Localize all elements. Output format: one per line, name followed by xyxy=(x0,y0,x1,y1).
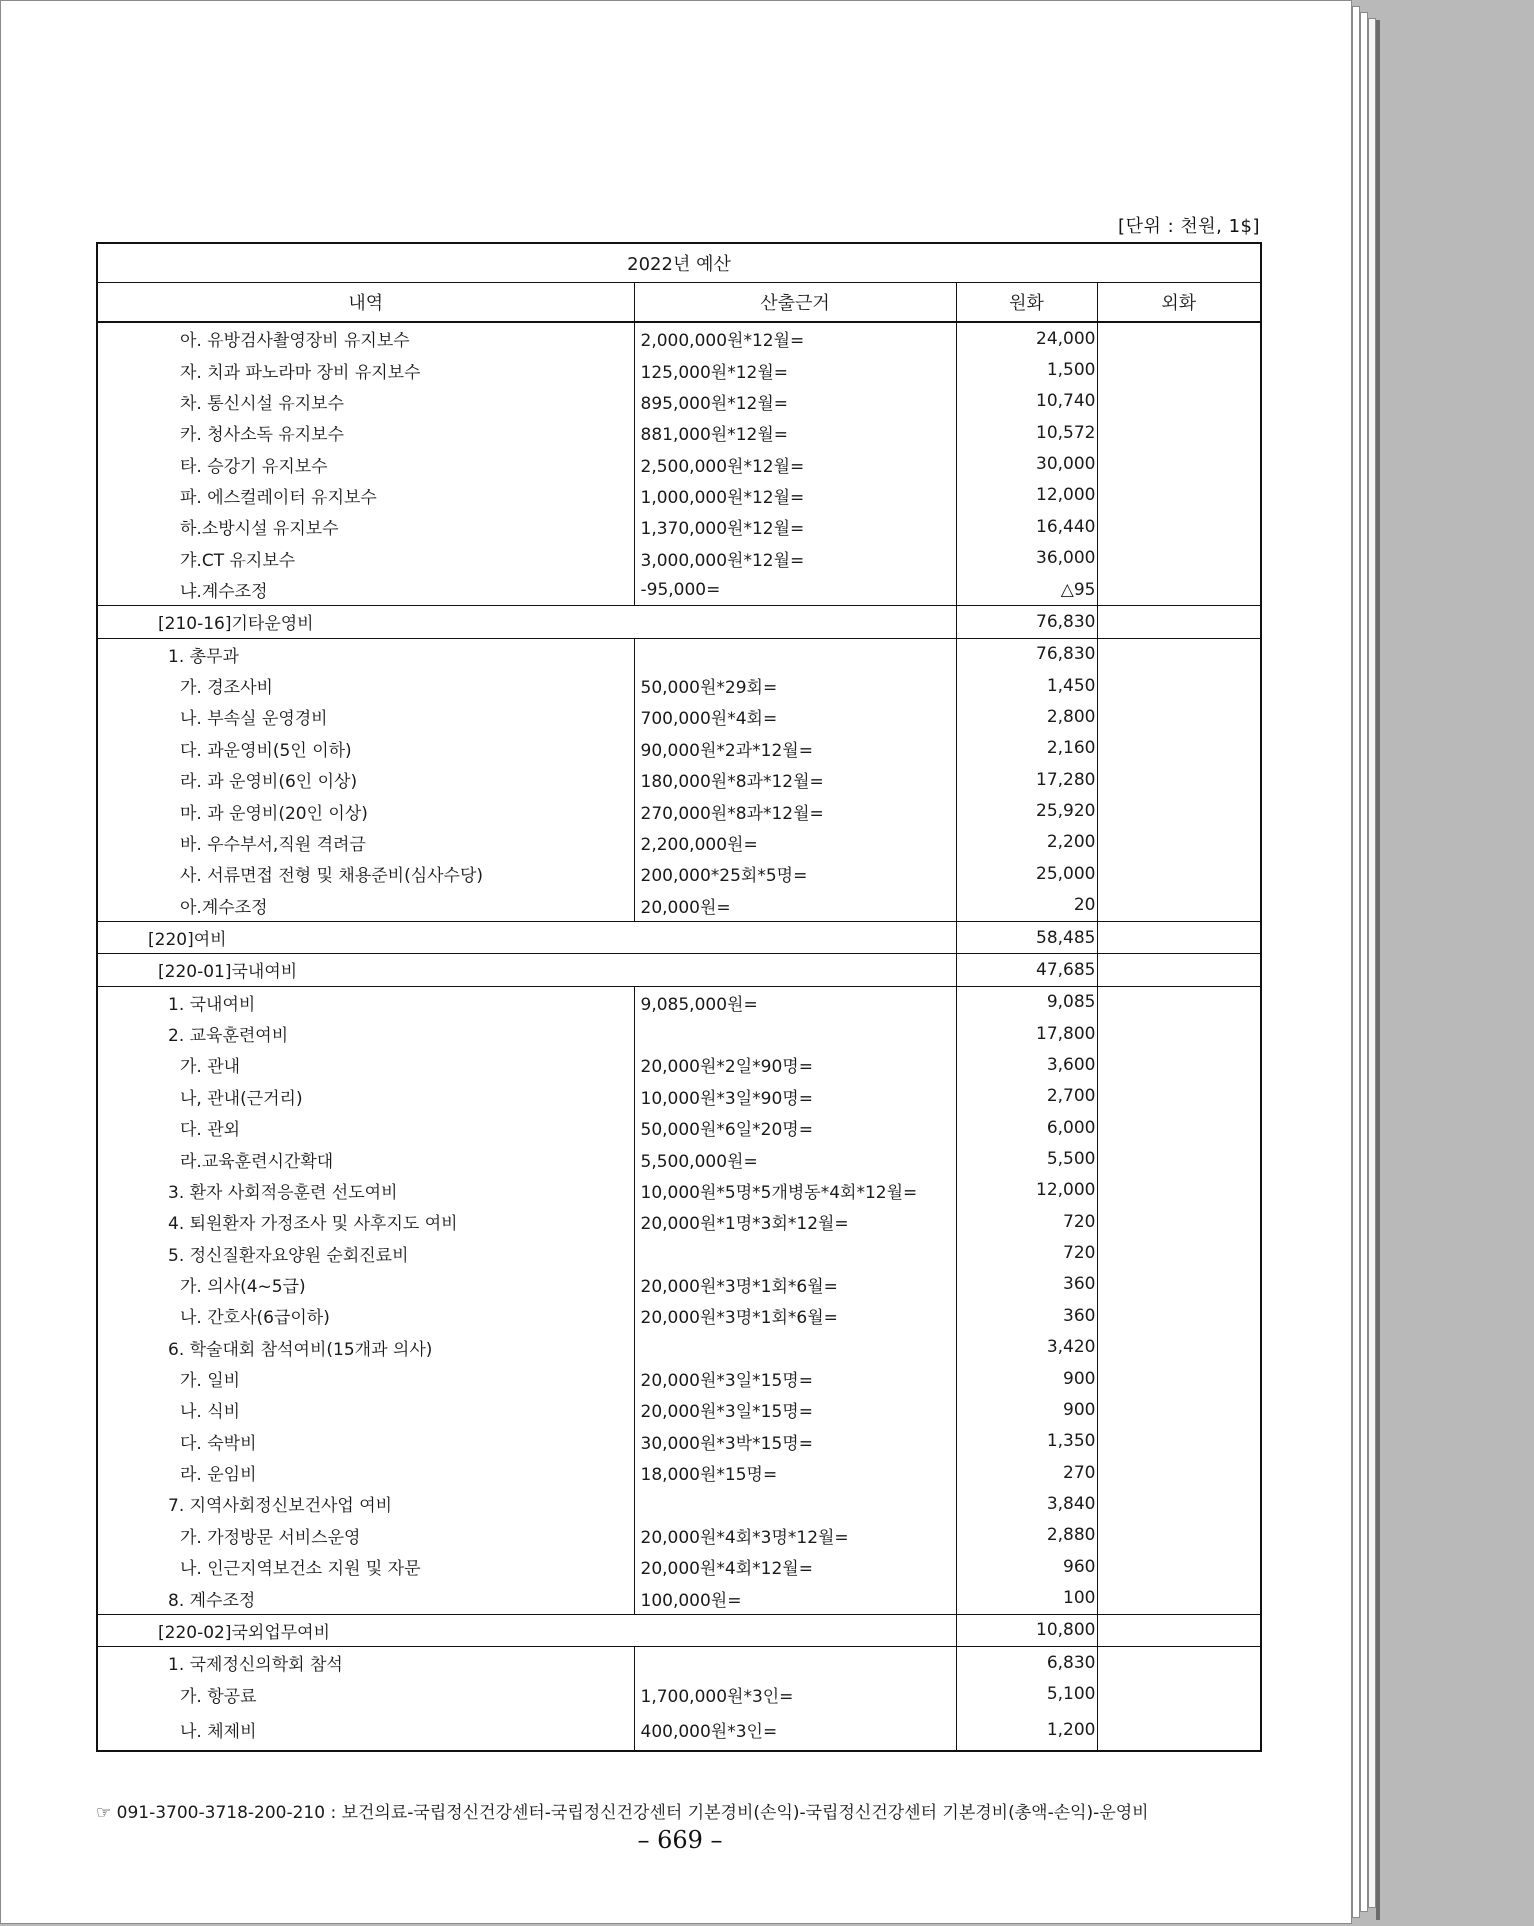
table-row xyxy=(97,764,1261,795)
row-label: [220-01]국내여비 xyxy=(97,954,956,986)
row-label: 갸.CT 유지보수 xyxy=(97,543,634,574)
row-krw-amount: 3,600 xyxy=(956,1049,1097,1080)
table-row xyxy=(97,1678,1261,1709)
row-basis: -95,000= xyxy=(634,574,956,606)
row-label: 차. 통신시설 유지보수 xyxy=(97,386,634,417)
row-basis: 90,000원*2과*12월= xyxy=(634,733,956,764)
row-basis xyxy=(634,1237,956,1268)
row-foreign-amount xyxy=(1097,480,1261,511)
row-foreign-amount xyxy=(1097,417,1261,448)
row-krw-amount: 3,420 xyxy=(956,1332,1097,1363)
row-krw-amount: 12,000 xyxy=(956,1175,1097,1206)
row-foreign-amount xyxy=(1097,986,1261,1018)
row-basis: 9,085,000원= xyxy=(634,986,956,1018)
row-label: 라.교육훈련시간확대 xyxy=(97,1143,634,1174)
table-row xyxy=(97,1049,1261,1080)
table-row xyxy=(97,1488,1261,1519)
row-label: 사. 서류면접 전형 및 채용준비(심사수당) xyxy=(97,858,634,889)
page-stack-edge xyxy=(1368,18,1376,1908)
row-basis: 1,700,000원*3인= xyxy=(634,1678,956,1709)
row-label: 나, 관내(근거리) xyxy=(97,1081,634,1112)
row-basis: 20,000원*4회*3명*12월= xyxy=(634,1520,956,1551)
table-row xyxy=(97,1710,1261,1751)
row-label: 하.소방시설 유지보수 xyxy=(97,511,634,542)
row-foreign-amount xyxy=(1097,827,1261,858)
table-row xyxy=(97,417,1261,448)
row-label: 나. 체제비 xyxy=(97,1710,634,1751)
row-basis: 1,000,000원*12월= xyxy=(634,480,956,511)
budget-table xyxy=(96,242,1262,1752)
row-label: 가. 의사(4~5급) xyxy=(97,1269,634,1300)
row-label: 나. 간호사(6급이하) xyxy=(97,1300,634,1331)
row-label: 다. 숙박비 xyxy=(97,1426,634,1457)
row-basis: 2,500,000원*12월= xyxy=(634,448,956,479)
row-label: 아.계수조정 xyxy=(97,889,634,921)
row-krw-amount: 2,880 xyxy=(956,1520,1097,1551)
account-code-footnote: ☞ 091-3700-3718-200-210 : 보건의료-국립정신건강센터-국립정신건강센터 기본경비(손익)-국립정신건강센터 기본경비(총액-손익)-운영비 xyxy=(96,1803,1149,1823)
table-row xyxy=(97,1647,1261,1679)
row-basis: 200,000*25회*5명= xyxy=(634,858,956,889)
row-label: 나. 부속실 운영경비 xyxy=(97,701,634,732)
row-basis: 20,000원*2일*90명= xyxy=(634,1049,956,1080)
row-krw-amount: 5,100 xyxy=(956,1678,1097,1709)
table-row xyxy=(97,986,1261,1018)
unit-label: [단위 : 천원, 1$] xyxy=(1118,216,1260,237)
row-basis: 2,200,000원= xyxy=(634,827,956,858)
table-row xyxy=(97,1269,1261,1300)
table-row xyxy=(97,1206,1261,1237)
row-basis: 100,000원= xyxy=(634,1582,956,1614)
row-basis: 20,000원*4회*12월= xyxy=(634,1551,956,1582)
row-krw-amount: 1,200 xyxy=(956,1710,1097,1751)
row-krw-amount: 9,085 xyxy=(956,986,1097,1018)
row-label: 바. 우수부서,직원 격려금 xyxy=(97,827,634,858)
row-foreign-amount xyxy=(1097,1081,1261,1112)
row-krw-amount: 2,160 xyxy=(956,733,1097,764)
row-krw-amount: 58,485 xyxy=(956,921,1097,953)
table-row xyxy=(97,1394,1261,1425)
header-krw: 원화 xyxy=(956,283,1097,323)
row-foreign-amount xyxy=(1097,1206,1261,1237)
row-basis: 20,000원*3일*15명= xyxy=(634,1394,956,1425)
table-row xyxy=(97,889,1261,921)
table-row xyxy=(97,448,1261,479)
row-label: 자. 치과 파노라마 장비 유지보수 xyxy=(97,354,634,385)
table-title: 2022년 예산 xyxy=(97,243,1261,283)
row-basis: 18,000원*15명= xyxy=(634,1457,956,1488)
row-basis: 5,500,000원= xyxy=(634,1143,956,1174)
table-row xyxy=(97,1237,1261,1268)
row-foreign-amount xyxy=(1097,1647,1261,1679)
row-basis: 881,000원*12월= xyxy=(634,417,956,448)
row-krw-amount: 76,830 xyxy=(956,638,1097,670)
row-label: 나. 식비 xyxy=(97,1394,634,1425)
row-krw-amount: 270 xyxy=(956,1457,1097,1488)
row-label: 마. 과 운영비(20인 이상) xyxy=(97,795,634,826)
row-basis: 180,000원*8과*12월= xyxy=(634,764,956,795)
row-krw-amount: 10,740 xyxy=(956,386,1097,417)
row-basis: 270,000원*8과*12월= xyxy=(634,795,956,826)
row-krw-amount: 25,920 xyxy=(956,795,1097,826)
page-number: – 669 – xyxy=(637,1826,723,1854)
row-krw-amount: 2,200 xyxy=(956,827,1097,858)
row-krw-amount: 1,450 xyxy=(956,670,1097,701)
row-foreign-amount xyxy=(1097,1710,1261,1751)
row-basis: 20,000원*3명*1회*6월= xyxy=(634,1300,956,1331)
row-foreign-amount xyxy=(1097,1394,1261,1425)
table-row xyxy=(97,543,1261,574)
row-foreign-amount xyxy=(1097,1112,1261,1143)
row-foreign-amount xyxy=(1097,670,1261,701)
row-krw-amount: 720 xyxy=(956,1237,1097,1268)
section-row xyxy=(97,954,1261,986)
table-row xyxy=(97,1551,1261,1582)
page-stack-edge xyxy=(1360,12,1368,1912)
row-basis: 20,000원*1명*3회*12월= xyxy=(634,1206,956,1237)
row-label: [220-02]국외업무여비 xyxy=(97,1614,956,1646)
row-label: 2. 교육훈련여비 xyxy=(97,1018,634,1049)
row-krw-amount: 36,000 xyxy=(956,543,1097,574)
row-krw-amount: 6,830 xyxy=(956,1647,1097,1679)
row-krw-amount: 360 xyxy=(956,1300,1097,1331)
row-label: 가. 가정방문 서비스운영 xyxy=(97,1520,634,1551)
row-krw-amount: 960 xyxy=(956,1551,1097,1582)
table-row xyxy=(97,827,1261,858)
row-label: [220]여비 xyxy=(97,921,956,953)
table-row xyxy=(97,733,1261,764)
row-krw-amount: 16,440 xyxy=(956,511,1097,542)
row-krw-amount: 3,840 xyxy=(956,1488,1097,1519)
row-label: 라. 과 운영비(6인 이상) xyxy=(97,764,634,795)
row-basis xyxy=(634,1018,956,1049)
table-row xyxy=(97,1520,1261,1551)
row-basis: 125,000원*12월= xyxy=(634,354,956,385)
row-krw-amount: 76,830 xyxy=(956,606,1097,638)
table-row xyxy=(97,1081,1261,1112)
row-foreign-amount xyxy=(1097,1426,1261,1457)
row-foreign-amount xyxy=(1097,511,1261,542)
row-foreign-amount xyxy=(1097,1488,1261,1519)
row-foreign-amount xyxy=(1097,606,1261,638)
row-label: 8. 계수조정 xyxy=(97,1582,634,1614)
row-krw-amount: 25,000 xyxy=(956,858,1097,889)
row-basis: 20,000원*3일*15명= xyxy=(634,1363,956,1394)
row-foreign-amount xyxy=(1097,1614,1261,1646)
row-foreign-amount xyxy=(1097,764,1261,795)
row-label: 파. 에스컬레이터 유지보수 xyxy=(97,480,634,511)
row-krw-amount: 1,500 xyxy=(956,354,1097,385)
row-basis: 30,000원*3박*15명= xyxy=(634,1426,956,1457)
table-row xyxy=(97,670,1261,701)
header-detail: 내역 xyxy=(97,283,634,323)
row-foreign-amount xyxy=(1097,1332,1261,1363)
row-krw-amount: 100 xyxy=(956,1582,1097,1614)
row-krw-amount: 12,000 xyxy=(956,480,1097,511)
row-foreign-amount xyxy=(1097,701,1261,732)
row-label: 라. 운임비 xyxy=(97,1457,634,1488)
table-row xyxy=(97,1175,1261,1206)
row-krw-amount: 6,000 xyxy=(956,1112,1097,1143)
row-foreign-amount xyxy=(1097,858,1261,889)
table-row xyxy=(97,1300,1261,1331)
row-foreign-amount xyxy=(1097,954,1261,986)
row-basis: 3,000,000원*12월= xyxy=(634,543,956,574)
row-krw-amount: 24,000 xyxy=(956,322,1097,354)
row-krw-amount: 2,700 xyxy=(956,1081,1097,1112)
row-label: 4. 퇴원환자 가정조사 및 사후지도 여비 xyxy=(97,1206,634,1237)
table-row xyxy=(97,1112,1261,1143)
row-basis: 10,000원*5명*5개병동*4회*12월= xyxy=(634,1175,956,1206)
row-basis: 20,000원= xyxy=(634,889,956,921)
row-foreign-amount xyxy=(1097,1018,1261,1049)
row-krw-amount: 47,685 xyxy=(956,954,1097,986)
row-basis: 895,000원*12월= xyxy=(634,386,956,417)
row-foreign-amount xyxy=(1097,543,1261,574)
table-row xyxy=(97,638,1261,670)
table-row xyxy=(97,480,1261,511)
table-row xyxy=(97,322,1261,354)
row-krw-amount: 720 xyxy=(956,1206,1097,1237)
row-foreign-amount xyxy=(1097,889,1261,921)
row-label: [210-16]기타운영비 xyxy=(97,606,956,638)
table-row xyxy=(97,1018,1261,1049)
row-foreign-amount xyxy=(1097,354,1261,385)
table-row xyxy=(97,1426,1261,1457)
table-row xyxy=(97,1363,1261,1394)
row-krw-amount: 1,350 xyxy=(956,1426,1097,1457)
row-label: 1. 총무과 xyxy=(97,638,634,670)
row-foreign-amount xyxy=(1097,1269,1261,1300)
table-row xyxy=(97,858,1261,889)
row-foreign-amount xyxy=(1097,795,1261,826)
row-krw-amount: 900 xyxy=(956,1363,1097,1394)
row-label: 7. 지역사회정신보건사업 여비 xyxy=(97,1488,634,1519)
row-foreign-amount xyxy=(1097,1049,1261,1080)
row-label: 5. 정신질환자요양원 순회진료비 xyxy=(97,1237,634,1268)
row-foreign-amount xyxy=(1097,1237,1261,1268)
row-label: 1. 국내여비 xyxy=(97,986,634,1018)
row-foreign-amount xyxy=(1097,574,1261,606)
page-shadow xyxy=(1376,20,1380,1920)
row-foreign-amount xyxy=(1097,921,1261,953)
header-foreign: 외화 xyxy=(1097,283,1261,323)
row-foreign-amount xyxy=(1097,1143,1261,1174)
table-row xyxy=(97,795,1261,826)
row-label: 1. 국제정신의학회 참석 xyxy=(97,1647,634,1679)
row-krw-amount: 17,800 xyxy=(956,1018,1097,1049)
page-stack-edge xyxy=(1352,6,1360,1918)
row-label: 냐.계수조정 xyxy=(97,574,634,606)
section-row xyxy=(97,606,1261,638)
table-row xyxy=(97,511,1261,542)
row-label: 6. 학술대회 참석여비(15개과 의사) xyxy=(97,1332,634,1363)
table-row xyxy=(97,701,1261,732)
row-krw-amount: 10,800 xyxy=(956,1614,1097,1646)
row-label: 가. 경조사비 xyxy=(97,670,634,701)
row-krw-amount: 30,000 xyxy=(956,448,1097,479)
row-label: 카. 청사소독 유지보수 xyxy=(97,417,634,448)
row-foreign-amount xyxy=(1097,322,1261,354)
row-foreign-amount xyxy=(1097,733,1261,764)
row-krw-amount: 20 xyxy=(956,889,1097,921)
table-row xyxy=(97,1332,1261,1363)
row-label: 나. 인근지역보건소 지원 및 자문 xyxy=(97,1551,634,1582)
row-label: 가. 항공료 xyxy=(97,1678,634,1709)
row-basis: 2,000,000원*12월= xyxy=(634,322,956,354)
row-krw-amount: △95 xyxy=(956,574,1097,606)
row-foreign-amount xyxy=(1097,1300,1261,1331)
table-row xyxy=(97,386,1261,417)
row-foreign-amount xyxy=(1097,386,1261,417)
row-foreign-amount xyxy=(1097,1551,1261,1582)
row-label: 가. 관내 xyxy=(97,1049,634,1080)
row-basis: 20,000원*3명*1회*6월= xyxy=(634,1269,956,1300)
table-row xyxy=(97,1582,1261,1614)
row-foreign-amount xyxy=(1097,448,1261,479)
row-krw-amount: 900 xyxy=(956,1394,1097,1425)
table-row xyxy=(97,354,1261,385)
row-krw-amount: 17,280 xyxy=(956,764,1097,795)
row-krw-amount: 2,800 xyxy=(956,701,1097,732)
row-foreign-amount xyxy=(1097,1520,1261,1551)
table-row xyxy=(97,1457,1261,1488)
row-foreign-amount xyxy=(1097,1363,1261,1394)
row-foreign-amount xyxy=(1097,1457,1261,1488)
row-basis: 50,000원*6일*20명= xyxy=(634,1112,956,1143)
row-label: 다. 관외 xyxy=(97,1112,634,1143)
section-row xyxy=(97,921,1261,953)
row-krw-amount: 5,500 xyxy=(956,1143,1097,1174)
row-foreign-amount xyxy=(1097,1582,1261,1614)
row-label: 타. 승강기 유지보수 xyxy=(97,448,634,479)
table-row xyxy=(97,574,1261,606)
row-foreign-amount xyxy=(1097,1175,1261,1206)
row-label: 가. 일비 xyxy=(97,1363,634,1394)
row-krw-amount: 360 xyxy=(956,1269,1097,1300)
row-basis xyxy=(634,1488,956,1519)
row-basis xyxy=(634,1647,956,1679)
row-label: 3. 환자 사회적응훈련 선도여비 xyxy=(97,1175,634,1206)
row-basis: 50,000원*29회= xyxy=(634,670,956,701)
row-foreign-amount xyxy=(1097,1678,1261,1709)
table-body xyxy=(97,322,1261,1751)
row-label: 다. 과운영비(5인 이하) xyxy=(97,733,634,764)
row-foreign-amount xyxy=(1097,638,1261,670)
row-basis: 700,000원*4회= xyxy=(634,701,956,732)
row-basis xyxy=(634,1332,956,1363)
row-basis: 1,370,000원*12월= xyxy=(634,511,956,542)
row-basis: 10,000원*3일*90명= xyxy=(634,1081,956,1112)
row-basis: 400,000원*3인= xyxy=(634,1710,956,1751)
row-label: 아. 유방검사촬영장비 유지보수 xyxy=(97,322,634,354)
table-row xyxy=(97,1143,1261,1174)
row-basis xyxy=(634,638,956,670)
row-krw-amount: 10,572 xyxy=(956,417,1097,448)
section-row xyxy=(97,1614,1261,1646)
header-basis: 산출근거 xyxy=(634,283,956,323)
